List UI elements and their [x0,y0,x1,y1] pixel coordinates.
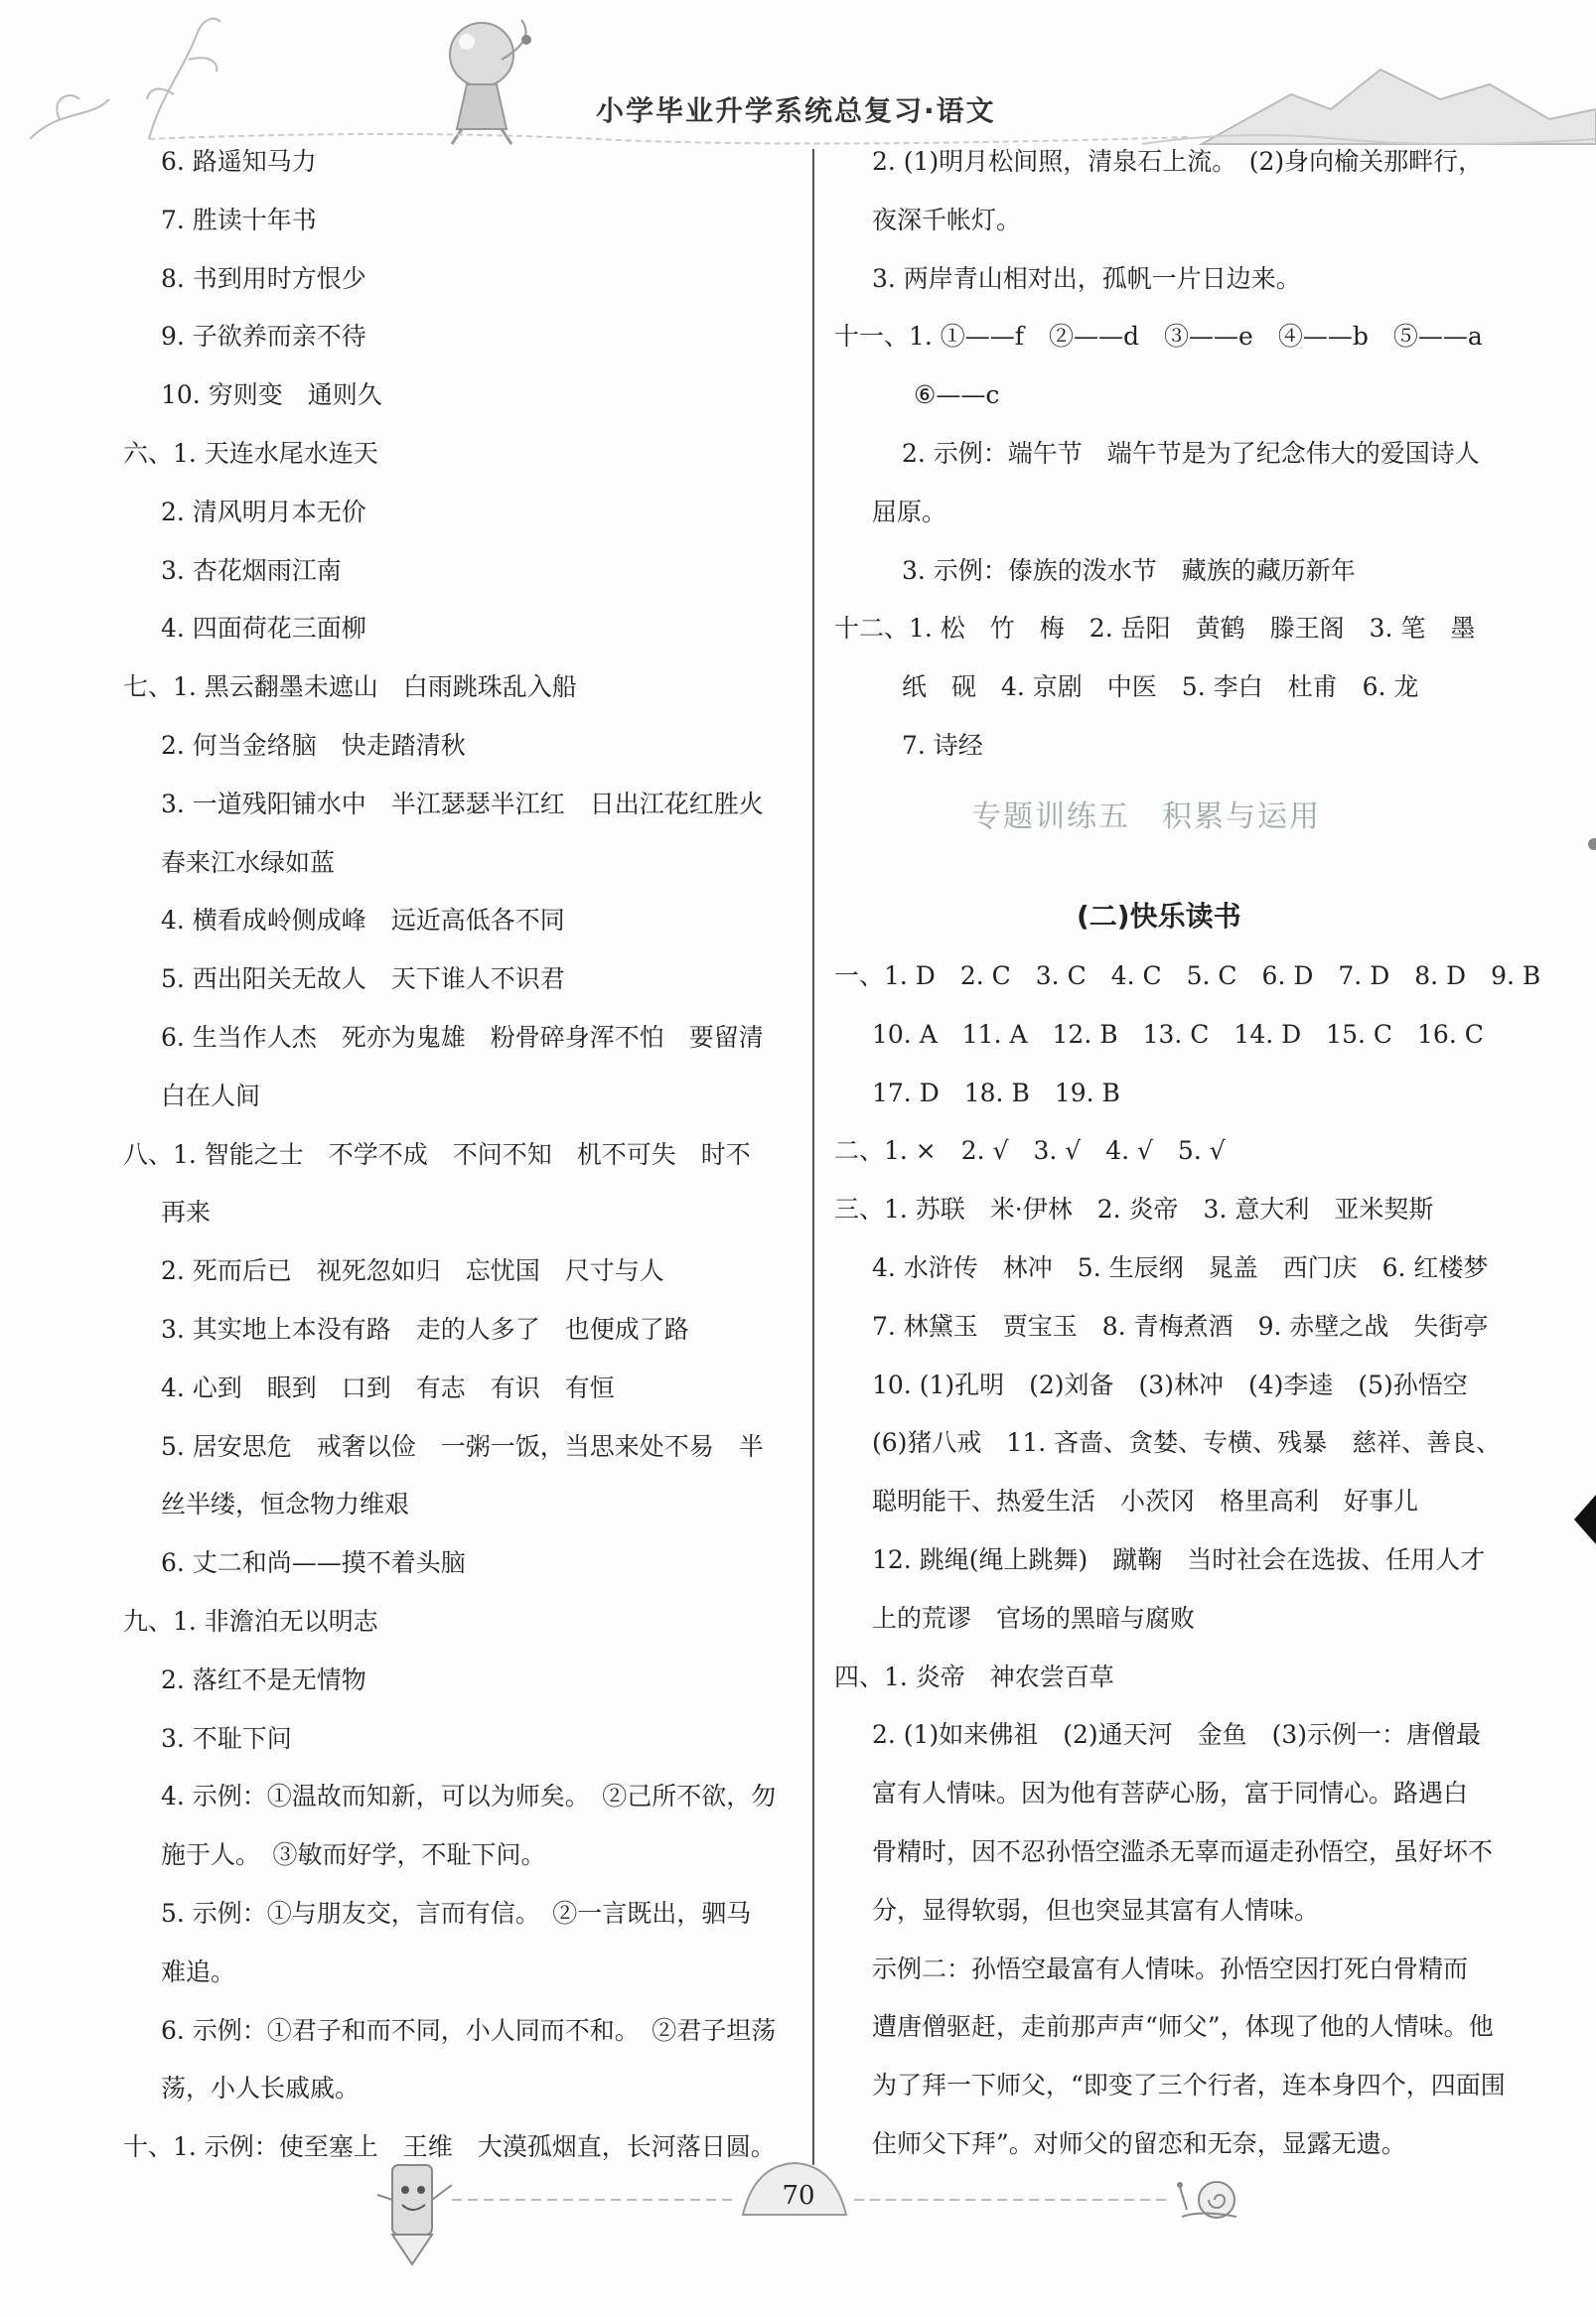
answer-line: 3. 杏花烟雨江南 [161,555,342,585]
answer-line: 二、1. × 2. √ 3. √ 4. √ 5. √ [834,1136,1226,1166]
answer-line: 3. 一道残阳铺水中 半江瑟瑟半江红 日出江花红胜火 [161,789,764,818]
answer-line: 七、1. 黑云翻墨未遮山 白雨跳珠乱入船 [123,672,577,702]
answer-line: 7. 诗经 [902,731,983,760]
answer-line: 10. (1)孔明 (2)刘备 (3)林冲 (4)李逵 (5)孙悟空 [872,1370,1468,1399]
answer-line: 遭唐僧驱赶，走前那声声“师父”，体现了他的人情味。他 [872,2012,1494,2042]
answer-line: 施于人。 ③敏而好学，不耻下问。 [161,1840,546,1870]
right-column [814,0,1596,2317]
answer-line: 7. 林黛玉 贾宝玉 8. 青梅煮酒 9. 赤壁之战 失街亭 [872,1311,1489,1341]
answer-line: 4. 横看成岭侧成峰 远近高低各不同 [161,906,565,936]
answer-line: 纸 砚 4. 京剧 中医 5. 李白 杜甫 6. 龙 [902,672,1419,702]
answer-line: 10. 穷则变 通则久 [161,380,382,410]
answer-line: 屈原。 [872,497,947,526]
subsection-heading: (二)快乐读书 [1077,900,1241,933]
answer-line: 6. 路遥知马力 [161,147,317,176]
answer-line: 8. 书到用时方恨少 [161,263,366,293]
answer-line: 白在人间 [161,1081,261,1110]
answer-line: 十、1. 示例：使至塞上 王维 大漠孤烟直，长河落日圆。 [123,2132,776,2162]
edge-mark-top [1586,834,1596,854]
answer-line: 难追。 [161,1956,236,1986]
answer-line: 2. (1)明月松间照，清泉石上流。 (2)身向榆关那畔行， [872,147,1484,176]
answer-line: 3. 其实地上本没有路 走的人多了 也便成了路 [161,1315,689,1344]
answer-line: 2. 清风明月本无价 [161,497,366,526]
answer-line: 丝半缕，恒念物力维艰 [161,1490,410,1520]
answer-line: 17. D 18. B 19. B [872,1078,1120,1107]
answer-line: ⑥——c [914,380,1000,410]
answer-line: 2. (1)如来佛祖 (2)通天河 金鱼 (3)示例一：唐僧最 [872,1720,1482,1750]
answer-line: 4. 示例：①温故而知新，可以为师矣。 ②己所不欲，勿 [161,1782,777,1811]
answer-line: 9. 子欲养而亲不待 [161,322,366,352]
page-number: 70 [782,2181,815,2211]
section-heading: 专题训练五 积累与运用 [971,799,1321,834]
answer-line: 三、1. 苏联 米·伊林 2. 炎帝 3. 意大利 亚米契斯 [834,1195,1434,1225]
answer-line: 为了拜一下师父，“即变了三个行者，连本身四个，四面围 [872,2071,1506,2100]
answer-line: 5. 西出阳关无故人 天下谁人不识君 [161,964,565,994]
answer-line: 一、1. D 2. C 3. C 4. C 5. C 6. D 7. D 8. D 9. B [834,961,1541,990]
answer-line: 示例二：孙悟空最富有人情味。孙悟空因打死白骨精而 [872,1954,1469,1983]
answer-line: 3. 不耻下问 [161,1723,292,1753]
answer-line: 上的荒谬 官场的黑暗与腐败 [872,1603,1196,1633]
answer-line: 九、1. 非澹泊无以明志 [123,1607,378,1636]
answer-line: 2. 落红不是无情物 [161,1665,366,1694]
answer-line: 荡，小人长戚戚。 [161,2074,361,2103]
answer-line: 六、1. 天连水尾水连天 [123,439,378,468]
answer-line: 4. 水浒传 林冲 5. 生辰纲 晁盖 西门庆 6. 红楼梦 [872,1253,1489,1282]
answer-line: 2. 何当金络脑 快走踏清秋 [161,731,466,760]
answer-line: 再来 [161,1198,212,1228]
answer-line: 6. 示例：①君子和而不同，小人同而不和。 ②君子坦荡 [161,2015,777,2045]
answer-line: 4. 心到 眼到 口到 有志 有识 有恒 [161,1373,615,1402]
answer-line: 四、1. 炎帝 神农尝百草 [834,1662,1114,1691]
answer-line: 5. 居安思危 戒奢以俭 一粥一饭，当思来处不易 半 [161,1431,764,1461]
answer-line: 10. A 11. A 12. B 13. C 14. D 15. C 16. C [872,1019,1484,1049]
answer-line: 分，显得软弱，但也突显其富有人情味。 [872,1895,1320,1925]
answer-line: 2. 示例：端午节 端午节是为了纪念伟大的爱国诗人 [902,439,1480,468]
answer-line: 八、1. 智能之士 不学不成 不问不知 机不可失 时不 [123,1139,751,1169]
answer-line: 聪明能干、热爱生活 小茨冈 格里高利 好事儿 [872,1487,1419,1517]
answer-line: 十二、1. 松 竹 梅 2. 岳阳 黄鹤 滕王阁 3. 笔 墨 [834,614,1476,644]
answer-line: 5. 示例：①与朋友交，言而有信。 ②一言既出，驷马 [161,1899,752,1928]
answer-line: 十一、1. ①——f ②——d ③——e ④——b ⑤——a [834,322,1483,352]
answer-line: 4. 四面荷花三面柳 [161,614,366,644]
answer-line: 3. 示例：傣族的泼水节 藏族的藏历新年 [902,555,1356,585]
answer-line: 3. 两岸青山相对出，孤帆一片日边来。 [872,263,1301,293]
pencil-character-icon [377,2165,452,2264]
footer-decoration [0,2145,1596,2317]
header-title: 小学毕业升学系统总复习·语文 [596,94,996,127]
answer-line: 夜深千帐灯。 [872,205,1022,234]
answer-line: 2. 死而后已 视死忽如归 忘忧国 尺寸与人 [161,1256,664,1286]
answer-line: 12. 跳绳(绳上跳舞) 蹴鞠 当时社会在选拔、任用人才 [872,1545,1486,1574]
answer-line: 6. 丈二和尚——摸不着头脑 [161,1548,466,1578]
answer-line: (6)猪八戒 11. 吝啬、贪婪、专横、残暴 慈祥、善良、 [872,1428,1502,1458]
answer-line: 春来江水绿如蓝 [161,847,336,877]
snail-icon [1177,2182,1236,2218]
answer-line: 7. 胜读十年书 [161,205,317,234]
edge-tab-marker [1574,1495,1596,1544]
answer-line: 6. 生当作人杰 死亦为鬼雄 粉骨碎身浑不怕 要留清 [161,1023,764,1052]
answer-line: 住师父下拜”。对师父的留恋和无奈，显露无遗。 [872,2129,1406,2158]
answer-line: 骨精时，因不忍孙悟空滥杀无辜而逼走孙悟空，虽好坏不 [872,1837,1494,1866]
answer-line: 富有人情味。因为他有菩萨心肠，富于同情心。路遇白 [872,1779,1469,1809]
